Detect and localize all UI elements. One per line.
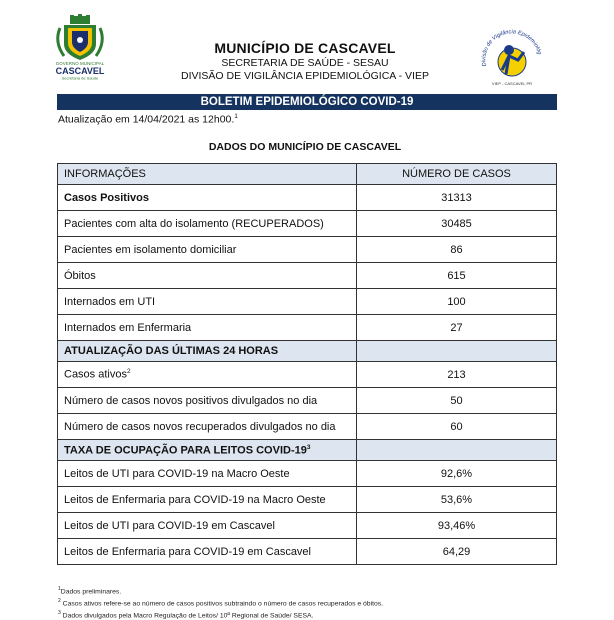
row-label: Pacientes em isolamento domiciliar	[58, 237, 357, 263]
row-label	[58, 362, 357, 388]
table-row	[58, 487, 557, 513]
section-header-row	[58, 440, 557, 461]
row-label: Leitos de UTI para COVID-19 em Cascavel	[58, 513, 357, 539]
row-value: 27	[357, 315, 557, 341]
update-date	[58, 113, 238, 126]
svg-text:GOVERNO MUNICIPAL: GOVERNO MUNICIPAL	[55, 61, 105, 66]
header-secretaria: SECRETARIA DE SAÚDE - SESAU	[221, 57, 389, 69]
column-header-info: INFORMAÇÕES	[58, 164, 357, 185]
row-value: 64,29	[357, 539, 557, 565]
footnote	[58, 597, 383, 609]
svg-text:VIEP - CASCAVEL PR: VIEP - CASCAVEL PR	[491, 81, 533, 86]
footnote-ref: 3	[306, 443, 311, 451]
row-label: Número de casos novos positivos divulgados no dia	[58, 388, 357, 414]
footnote	[58, 609, 383, 620]
row-value: 50	[357, 388, 557, 414]
row-value: 100	[357, 289, 557, 315]
update-text: Atualização em 14/04/2021 as 12h00.	[58, 113, 235, 126]
row-label: Leitos de Enfermaria para COVID-19 na Macro Oeste	[58, 487, 357, 513]
column-header-cases: NÚMERO DE CASOS	[357, 164, 557, 185]
section-header-empty	[357, 440, 557, 461]
section-header-bed-occupancy	[58, 440, 357, 461]
row-label: Internados em UTI	[58, 289, 357, 315]
footnote-text: Dados divulgados pela Macro Regulação de Leitos/ 10ª Regional de Saúde/ SESA.	[62, 611, 314, 619]
footnotes	[58, 585, 383, 620]
row-value: 213	[357, 362, 557, 388]
row-value: 93,46%	[357, 513, 557, 539]
table-row	[58, 388, 557, 414]
row-value: 92,6%	[357, 461, 557, 487]
header-division: DIVISÃO DE VIGILÂNCIA EPIDEMIOLÓGICA - VIEP	[181, 70, 429, 82]
section-header-empty	[357, 341, 557, 362]
row-value: 615	[357, 263, 557, 289]
table-row	[58, 414, 557, 440]
row-value: 86	[357, 237, 557, 263]
section-header-last-24h: ATUALIZAÇÃO DAS ÚLTIMAS 24 HORAS	[58, 341, 357, 362]
table-row	[58, 211, 557, 237]
svg-text:Secretaria de Saúde: Secretaria de Saúde	[61, 75, 99, 80]
row-label: Leitos de Enfermaria para COVID-19 em Cascavel	[58, 539, 357, 565]
row-label: Pacientes com alta do isolamento (RECUPERADOS)	[58, 211, 357, 237]
section-header-text: TAXA DE OCUPAÇÃO PARA LEITOS COVID-19	[64, 444, 307, 457]
row-value: 53,6%	[357, 487, 557, 513]
row-label-text: Casos ativos	[64, 368, 127, 381]
footnote-text: Dados preliminares.	[60, 588, 122, 596]
table-row	[58, 315, 557, 341]
table-row	[58, 539, 557, 565]
table-row	[58, 289, 557, 315]
bulletin-title-bar: BOLETIM EPIDEMIOLÓGICO COVID-19	[57, 94, 557, 110]
footnote-number: 3	[58, 609, 61, 616]
update-footnote-ref: 1	[234, 113, 238, 120]
table-header-row	[58, 164, 557, 185]
footnote-text: Casos ativos refere-se ao número de casos positivos subtraindo o número de casos recuperados e óbitos.	[62, 600, 384, 608]
table-row	[58, 362, 557, 388]
svg-text:Divisão de Vigilância Epidemio: Divisão de Vigilância Epidemiológ	[481, 29, 543, 67]
section-header-row	[58, 341, 557, 362]
row-label: Óbitos	[58, 263, 357, 289]
epidemiological-surveillance-logo-icon	[476, 26, 546, 88]
svg-text:CASCAVEL: CASCAVEL	[55, 66, 105, 76]
footnote-number: 1	[58, 586, 61, 592]
footnote-number: 2	[58, 597, 61, 604]
table-row	[58, 263, 557, 289]
footnote-ref: 2	[126, 368, 131, 376]
row-label: Casos Positivos	[58, 185, 357, 211]
section-title: DADOS DO MUNICÍPIO DE CASCAVEL	[208, 141, 402, 153]
row-value: 60	[357, 414, 557, 440]
row-label: Leitos de UTI para COVID-19 na Macro Oeste	[58, 461, 357, 487]
municipal-coat-of-arms-icon	[40, 14, 120, 80]
row-value: 31313	[357, 185, 557, 211]
header-title: MUNICÍPIO DE CASCAVEL	[214, 40, 396, 56]
table-row	[58, 461, 557, 487]
table-row	[58, 185, 557, 211]
footnote	[58, 585, 383, 597]
table-row	[58, 237, 557, 263]
row-label: Internados em Enfermaria	[58, 315, 357, 341]
row-value: 30485	[357, 211, 557, 237]
epidemiological-data-table	[57, 163, 557, 565]
row-label: Número de casos novos recuperados divulgados no dia	[58, 414, 357, 440]
table-row	[58, 513, 557, 539]
